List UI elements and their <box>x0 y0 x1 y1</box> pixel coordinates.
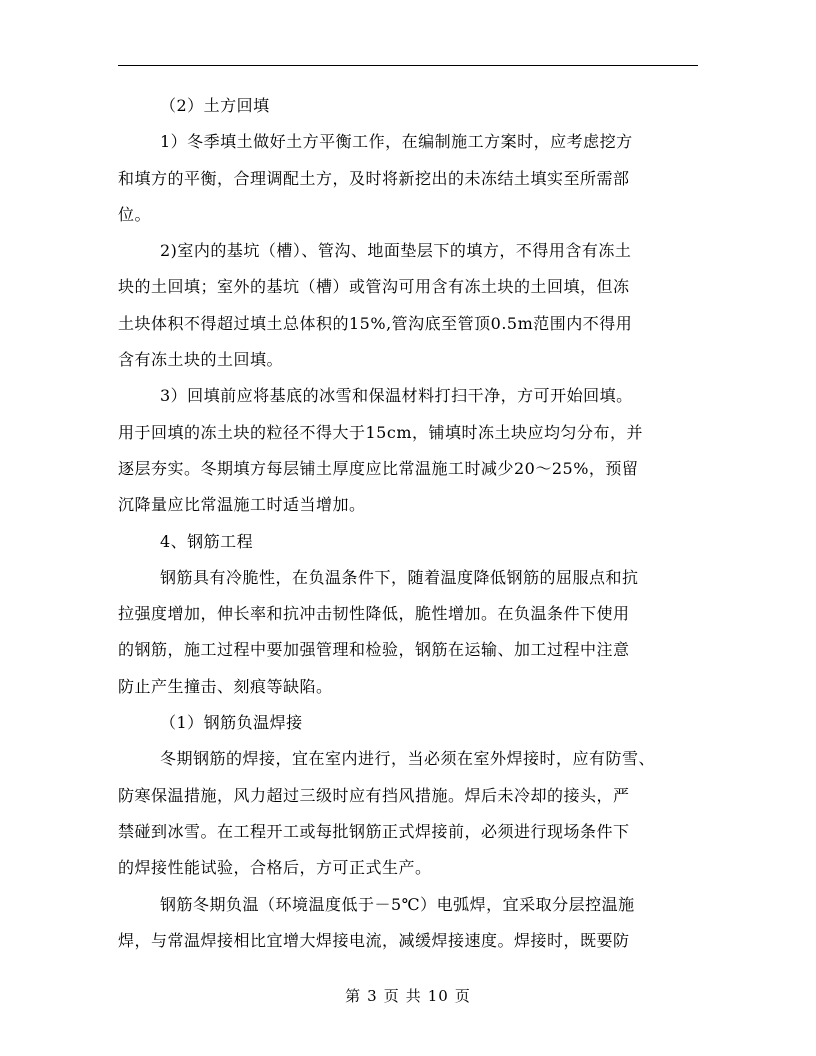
paragraph-line: 含有冻土块的土回填。 <box>118 350 284 370</box>
header-rule <box>118 65 698 66</box>
paragraph-line: 冬期钢筋的焊接，宜在室内进行，当必须在室外焊接时，应有防雪、 <box>160 749 656 769</box>
paragraph-line: 3）回填前应将基底的冰雪和保温材料打扫干净，方可开始回填。 <box>160 386 633 406</box>
paragraph-line: 位。 <box>118 204 152 224</box>
footer-page-word: 页 <box>383 987 400 1005</box>
paragraph-line: 钢筋具有冷脆性，在负温条件下，随着温度降低钢筋的屈服点和抗 <box>160 567 639 587</box>
paragraph-line: 2)室内的基坑（槽）、管沟、地面垫层下的填方，不得用含有冻土 <box>160 241 632 261</box>
paragraph-line: 拉强度增加，伸长率和抗冲击韧性降低，脆性增加。在负温条件下使用 <box>118 604 630 624</box>
page-footer <box>0 985 816 1006</box>
paragraph-line: 防止产生撞击、刻痕等缺陷。 <box>118 676 333 696</box>
section-heading: 4、钢筋工程 <box>160 531 254 551</box>
paragraph-line: 禁碰到冰雪。在工程开工或每批钢筋正式焊接前，必须进行现场条件下 <box>118 821 630 841</box>
paragraph-line: 焊，与常温焊接相比宜增大焊接电流，减缓焊接速度。焊接时，既要防 <box>118 930 630 950</box>
footer-suffix: 页 <box>454 987 471 1005</box>
footer-prefix: 第 <box>345 987 362 1005</box>
paragraph-line: 的钢筋，施工过程中要加强管理和检验，钢筋在运输、加工过程中注意 <box>118 640 630 660</box>
paragraph-line: 1）冬季填土做好土方平衡工作，在编制施工方案时，应考虑挖方 <box>160 132 633 152</box>
paragraph-line: 防寒保温措施，风力超过三级时应有挡风措施。焊后未冷却的接头，严 <box>118 785 630 805</box>
current-page-number: 3 <box>367 987 378 1005</box>
paragraph-line: 块的土回填；室外的基坑（槽）或管沟可用含有冻土块的土回填，但冻 <box>118 277 630 297</box>
paragraph-line: 的焊接性能试验，合格后，方可正式生产。 <box>118 858 432 878</box>
paragraph-line: 逐层夯实。冬期填方每层铺土厚度应比常温施工时减少20～25%，预留 <box>118 458 639 478</box>
paragraph-line: 沉降量应比常温施工时适当增加。 <box>118 495 366 515</box>
paragraph-line: 钢筋冬期负温（环境温度低于－5℃）电弧焊，宜采取分层控温施 <box>160 894 635 914</box>
paragraph-line: 用于回填的冻土块的粒径不得大于15cm，铺填时冻土块应均匀分布，并 <box>118 422 643 442</box>
footer-total-word: 共 <box>405 987 422 1005</box>
total-pages-number: 10 <box>427 987 449 1005</box>
paragraph-line: 和填方的平衡，合理调配土方，及时将新挖出的未冻结土填实至所需部 <box>118 168 630 188</box>
document-body <box>118 88 700 959</box>
paragraph-line: 土块体积不得超过填土总体积的15%,管沟底至管顶0.5m范围内不得用 <box>118 313 633 333</box>
section-heading: （2）土方回填 <box>160 96 270 115</box>
section-heading: （1）钢筋负温焊接 <box>160 713 303 733</box>
